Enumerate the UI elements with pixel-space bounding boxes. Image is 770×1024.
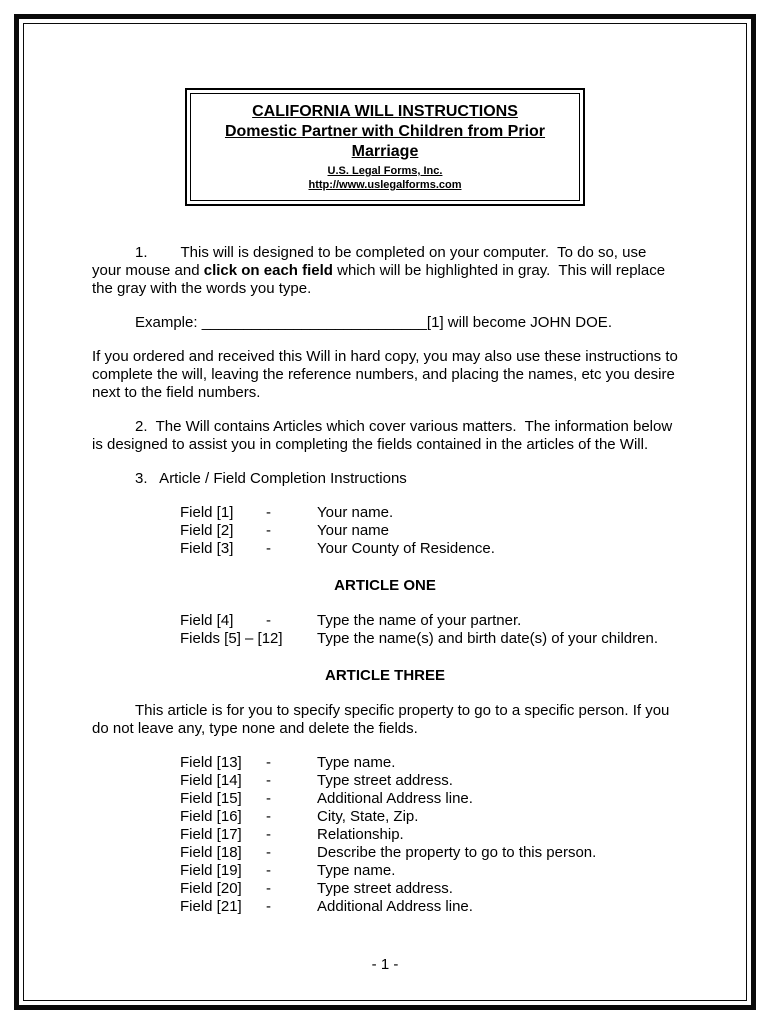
- instructions-body: [92, 244, 683, 916]
- field-description: Additional Address line.: [317, 790, 473, 807]
- field-label: Field [13]: [180, 754, 242, 771]
- publisher-url: http://www.uslegalforms.com: [308, 179, 462, 191]
- field-description: Type name.: [317, 862, 396, 879]
- field-description: Additional Address line.: [317, 898, 473, 915]
- title-box: [185, 88, 585, 206]
- field-description: Relationship.: [317, 826, 404, 843]
- field-separator: -: [266, 808, 271, 825]
- field-separator: -: [266, 772, 271, 789]
- instruction-paragraph-1: [92, 244, 678, 298]
- field-label: Field [14]: [180, 772, 242, 789]
- field-description: Describe the property to go to this person.: [317, 844, 597, 861]
- field-description: Type name.: [317, 754, 396, 771]
- field-description: Type street address.: [317, 880, 453, 897]
- field-label: Field [16]: [180, 808, 242, 825]
- field-separator: -: [266, 826, 271, 843]
- field-label: Field [15]: [180, 790, 242, 807]
- paragraph-text: This will is designed to be completed on your computer. To do so, use your mouse and: [92, 244, 651, 279]
- field-row-19: [180, 862, 678, 880]
- article-three-intro: This article is for you to specify specific property to go to a specific person. If you do not leave any, type none and delete the fields.: [92, 702, 674, 737]
- bold-phrase: click on each field: [203, 262, 333, 279]
- field-label: Field [2]: [180, 522, 234, 539]
- field-separator: -: [266, 504, 271, 521]
- field-separator: -: [266, 754, 271, 771]
- field-separator: -: [266, 790, 271, 807]
- publisher-name: U.S. Legal Forms, Inc.: [327, 165, 443, 177]
- example-line: Example: ___________________________[1] will become JOHN DOE.: [135, 314, 612, 331]
- field-label: Fields [5] – [12]: [180, 630, 283, 647]
- field-label: Field [20]: [180, 880, 242, 897]
- field-list-basic: [92, 504, 678, 558]
- field-separator: -: [266, 862, 271, 879]
- title-box-inner: [190, 93, 580, 201]
- field-description: City, State, Zip.: [317, 808, 419, 825]
- field-row-1: [180, 504, 678, 522]
- field-description: Type the name of your partner.: [317, 612, 522, 629]
- field-description: Your County of Residence.: [317, 540, 495, 557]
- paragraph-number: 1.: [135, 244, 148, 261]
- field-row-4: [180, 612, 678, 630]
- field-list-article-three: [92, 754, 678, 916]
- field-label: Field [3]: [180, 540, 234, 557]
- page-content: [25, 24, 745, 1000]
- document-title: CALIFORNIA WILL INSTRUCTIONS: [252, 103, 518, 120]
- paragraph-text: which will be highlighted in gray. This will replace the gray with the words you type.: [92, 262, 670, 297]
- field-label: Field [4]: [180, 612, 234, 629]
- field-row-17: [180, 826, 678, 844]
- field-separator: -: [266, 612, 271, 629]
- field-row-2: [180, 522, 678, 540]
- field-separator: -: [266, 540, 271, 557]
- field-row-5-12: [180, 630, 678, 648]
- field-row-16: [180, 808, 678, 826]
- field-label: Field [1]: [180, 504, 234, 521]
- field-label: Field [21]: [180, 898, 242, 915]
- article-one-heading: ARTICLE ONE: [334, 577, 436, 594]
- field-row-20: [180, 880, 678, 898]
- field-description: Type street address.: [317, 772, 453, 789]
- instruction-paragraph-2: 2. The Will contains Articles which cover various matters. The information below is designed to assist you in completing the fields contained in the articles of the Will.: [92, 418, 677, 453]
- field-row-13: [180, 754, 678, 772]
- field-label: Field [18]: [180, 844, 242, 861]
- field-description: Your name: [317, 522, 389, 539]
- article-three-heading: ARTICLE THREE: [325, 667, 445, 684]
- field-list-article-one: [92, 612, 678, 648]
- field-row-18: [180, 844, 678, 862]
- field-separator: -: [266, 844, 271, 861]
- field-description: Type the name(s) and birth date(s) of your children.: [317, 630, 659, 647]
- field-separator: -: [266, 898, 271, 915]
- page-number: - 1 -: [371, 956, 399, 973]
- field-row-3: [180, 540, 678, 558]
- field-label: Field [17]: [180, 826, 242, 843]
- field-separator: -: [266, 522, 271, 539]
- field-separator: -: [266, 880, 271, 897]
- field-row-21: [180, 898, 678, 916]
- hardcopy-paragraph: If you ordered and received this Will in hard copy, you may also use these instructions to complete the will, leaving the reference numbers, and placing the names, etc you desire next to the field numbers.: [92, 348, 683, 401]
- field-label: Field [19]: [180, 862, 242, 879]
- field-row-15: [180, 790, 678, 808]
- document-subtitle: Domestic Partner with Children from Prior Marriage: [224, 123, 546, 160]
- field-row-14: [180, 772, 678, 790]
- field-description: Your name.: [317, 504, 394, 521]
- instruction-paragraph-3: 3. Article / Field Completion Instructions: [135, 470, 407, 487]
